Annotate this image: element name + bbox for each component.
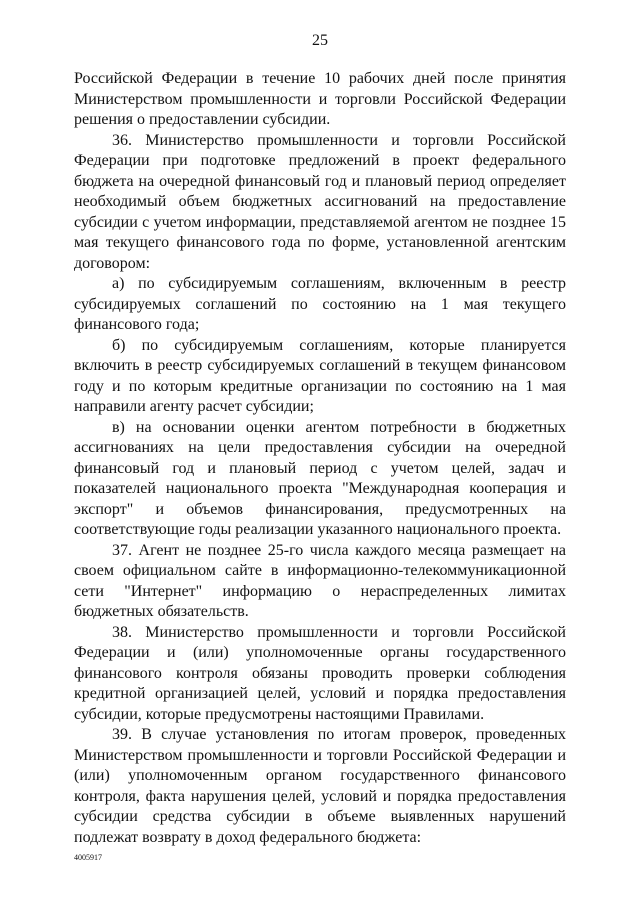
subparagraph-36-a: а) по субсидируемым соглашениям, включенным в реестр субсидируемых соглашений по состоянию на 1 мая текущего финансового года; — [74, 275, 566, 333]
page-number: 25 — [312, 32, 328, 49]
document-code: 4005917 — [74, 853, 102, 862]
paragraph-39: 39. В случае установления по итогам проверок, проведенных Министерством промышленности и торговли Российской Федерации и (или) уполномоченным органом государственного финансового контроля, факта нарушения целей, условий и порядка предоставления субсидии средства субсидии в объеме выявленных нарушений подлежат возврату в доход федерального бюджета: — [74, 726, 566, 846]
document-body — [74, 69, 566, 848]
subparagraph-36-v: в) на основании оценки агентом потребности в бюджетных ассигнованиях на цели предоставления субсидии на очередной финансовый год и плановый период с учетом целей, задач и показателей национального проекта "Международная кооперация и экспорт" и объемов финансирования, предусмотренных на соответствующие годы реализации указанного национального проекта. — [74, 418, 566, 538]
paragraph-38: 38. Министерство промышленности и торговли Российской Федерации и (или) уполномоченные органы государственного финансового контроля обязаны проводить проверки соблюдения кредитной организацией целей, условий и порядка предоставления субсидии, которые предусмотрены настоящими Правилами. — [74, 623, 566, 723]
paragraph-36: 36. Министерство промышленности и торговли Российской Федерации при подготовке предложений в проект федерального бюджета на очередной финансовый год и плановый период определяет необходимый объем бюджетных ассигнований на предоставление субсидии с учетом информации, представляемой агентом не позднее 15 мая текущего финансового года по форме, установленной агентским договором: — [74, 131, 566, 272]
paragraph-37: 37. Агент не позднее 25-го числа каждого месяца размещает на своем официальном сайте в информационно-телекоммуникационной сети "Интернет" информацию о нераспределенных лимитах бюджетных обязательств. — [74, 541, 566, 620]
subparagraph-36-b: б) по субсидируемым соглашениям, которые планируется включить в реестр субсидируемых соглашений в текущем финансовом году и по которым кредитные организации по состоянию на 1 мая направили агенту расчет субсидии; — [74, 336, 566, 415]
paragraph-continuation: Российской Федерации в течение 10 рабочих дней после принятия Министерством промышленности и торговли Российской Федерации решения о предоставлении субсидии. — [74, 70, 566, 128]
